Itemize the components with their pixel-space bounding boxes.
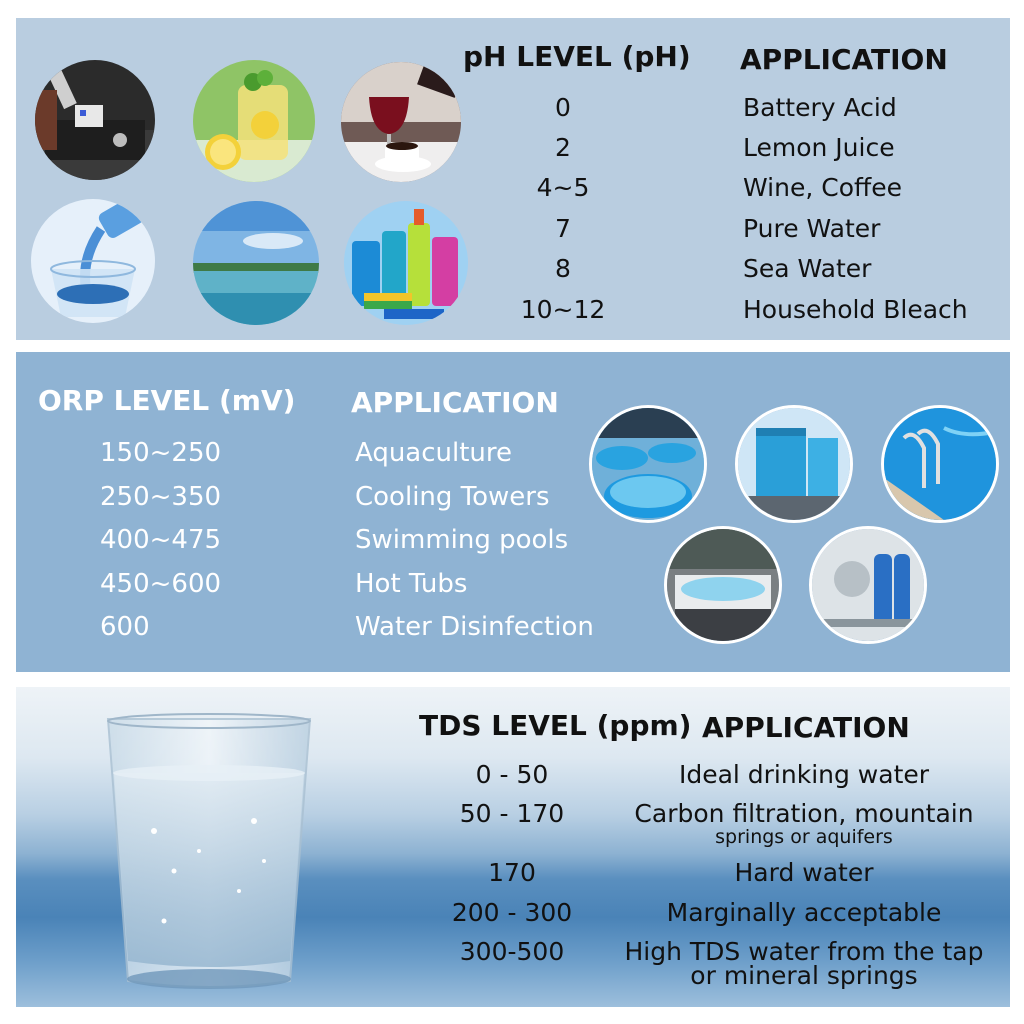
ph-level-value: 7 — [555, 214, 571, 243]
orp-level-value: 600 — [100, 612, 150, 642]
orp-panel — [16, 352, 1010, 672]
tds-level-value: 200 - 300 — [451, 898, 573, 927]
bleach-bottles-photo — [344, 201, 468, 325]
orp-application-value: Cooling Towers — [355, 482, 550, 512]
ph-application-value: Lemon Juice — [743, 133, 895, 162]
pure-water-photo — [31, 199, 155, 323]
ph-level-value: 2 — [555, 133, 571, 162]
orp-application-value: Water Disinfection — [355, 612, 594, 642]
ph-level-value: 0 — [555, 93, 571, 122]
tds-panel — [16, 687, 1010, 1007]
ph-panel — [16, 18, 1010, 340]
orp-level-value: 450~600 — [100, 569, 222, 599]
orp-level-value: 250~350 — [100, 482, 222, 512]
tds-application-value-line2: or mineral springs — [690, 961, 918, 990]
orp-application-value: Swimming pools — [355, 525, 569, 555]
orp-application-value: Hot Tubs — [355, 569, 468, 599]
ph-application-value: Sea Water — [743, 254, 872, 283]
tds-application-value: Ideal drinking water — [678, 760, 930, 789]
tds-level-value: 300-500 — [459, 937, 565, 966]
ph-application-value: Pure Water — [743, 214, 881, 243]
tds-application-value: Carbon filtration, mountain — [634, 799, 974, 828]
orp-level-value: 150~250 — [100, 438, 222, 468]
tds-level-value: 0 - 50 — [475, 760, 549, 789]
tds-level-value: 170 — [488, 858, 536, 887]
tds-application-value-line2: springs or aquifers — [715, 826, 893, 848]
battery-photo — [35, 60, 155, 180]
swimming-pool-photo — [881, 405, 999, 523]
aquaculture-photo — [589, 405, 707, 523]
sea-water-photo — [193, 201, 319, 325]
ph-application-value: Wine, Coffee — [743, 173, 902, 202]
cooling-tower-photo — [735, 405, 853, 523]
ph-application-value: Battery Acid — [743, 93, 897, 122]
tds-application-value: Hard water — [734, 858, 874, 887]
ph-level-header: pH LEVEL (pH) — [463, 40, 691, 73]
ph-level-value: 4~5 — [536, 173, 590, 202]
tds-application-value: High TDS water from the tap — [624, 937, 984, 966]
wine-coffee-photo — [341, 62, 461, 182]
disinfection-equipment-photo — [809, 526, 927, 644]
orp-application-value: Aquaculture — [355, 438, 513, 468]
orp-level-header: ORP LEVEL (mV) — [38, 384, 296, 417]
orp-level-value: 400~475 — [100, 525, 222, 555]
ph-level-value: 10~12 — [520, 295, 606, 324]
tds-application-header: APPLICATION — [702, 711, 910, 744]
ph-application-header: APPLICATION — [740, 43, 948, 76]
ph-level-value: 8 — [555, 254, 571, 283]
hot-tub-photo — [664, 526, 782, 644]
tds-application-value: Marginally acceptable — [666, 898, 942, 927]
ph-application-value: Household Bleach — [743, 295, 968, 324]
water-glass-photo — [104, 711, 314, 1007]
tds-level-header: TDS LEVEL (ppm) — [419, 709, 692, 742]
tds-level-value: 50 - 170 — [459, 799, 565, 828]
orp-application-header: APPLICATION — [351, 386, 559, 419]
lemon-juice-photo — [193, 60, 315, 182]
